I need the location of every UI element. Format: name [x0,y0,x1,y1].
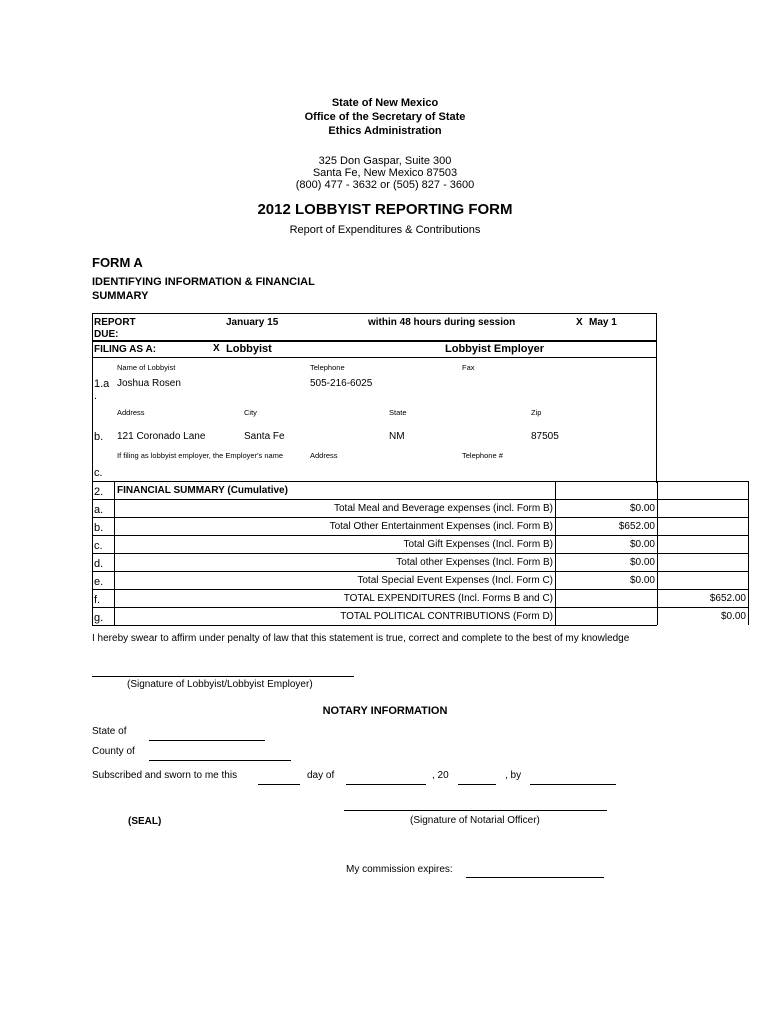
agency-address-1: 325 Don Gaspar, Suite 300 [318,155,452,167]
summary-value[interactable]: $0.00 [555,535,657,553]
lobbyist-fax-label: Fax [462,363,475,372]
filing-as-label: FILING AS A: [94,344,157,355]
day-of-label: day of [307,770,335,781]
notary-signature-line[interactable] [344,810,607,811]
summary-total[interactable]: $652.00 [657,589,749,607]
address-label: Address [117,408,145,417]
summary-row-c [92,535,657,553]
lobbyist-state[interactable]: NM [389,431,405,442]
report-due-session[interactable]: within 48 hours during session [368,317,516,328]
agency-phone: (800) 477 - 3632 or (505) 827 - 3600 [295,179,475,191]
summary-label: Total Meal and Beverage expenses (incl. Form B) [114,499,555,517]
summary-label: Total Special Event Expenses (Incl. Form C) [114,571,555,589]
left-border [92,358,93,483]
summary-value[interactable]: $0.00 [555,499,657,517]
lobbyist-telephone-label: Telephone [310,363,345,372]
form-subtitle: Report of Expenditures & Contributions [289,224,481,236]
form-title: 2012 LOBBYIST REPORTING FORM [257,201,513,218]
summary-row-e [92,571,657,589]
seal-label: (SEAL) [128,816,162,827]
summary-letter: g. [92,607,114,625]
filing-lobbyist-checkmark: X [213,343,220,354]
row-1a-dot: . [94,390,98,402]
summary-letter: a. [92,499,114,517]
lobbyist-name[interactable]: Joshua Rosen [117,378,181,389]
summary-total[interactable] [657,535,749,553]
summary-label: TOTAL POLITICAL CONTRIBUTIONS (Form D) [114,607,555,625]
summary-letter: c. [92,535,114,553]
commission-expires-line[interactable] [466,877,604,878]
by-label: , by [505,770,522,781]
year-line[interactable] [458,784,496,785]
employer-address-label: Address [310,451,338,460]
summary-row-b [92,517,657,535]
summary-row-g [92,607,746,625]
right-border [656,358,657,483]
summary-total[interactable] [657,499,749,517]
oath-statement: I hereby swear to affirm under penalty of law that this statement is true, correct and complete to the best of my knowledge [92,633,630,644]
summary-row-f [92,589,746,607]
commission-expires-label: My commission expires: [346,864,453,875]
summary-letter: e. [92,571,114,589]
subscribed-label: Subscribed and sworn to me this [92,770,238,781]
employer-name-label: If filing as lobbyist employer, the Employer's name [117,451,284,460]
financial-summary-heading: FINANCIAL SUMMARY (Cumulative) [114,481,555,499]
summary-letter: d. [92,553,114,571]
lobbyist-telephone[interactable]: 505-216-6025 [310,378,373,389]
summary-value[interactable] [555,589,657,607]
section-heading-1: IDENTIFYING INFORMATION & FINANCIAL [92,276,315,288]
summary-value[interactable] [555,607,657,625]
summary-letter: f. [92,589,114,607]
summary-total[interactable]: $0.00 [657,607,749,625]
state-of-line[interactable] [149,740,265,741]
filing-lobbyist[interactable]: Lobbyist [226,343,272,355]
summary-row-d [92,553,657,571]
report-due-may[interactable]: May 1 [589,317,617,328]
row-b-label: b. [94,431,104,443]
summary-label: Total other Expenses (Incl. Form B) [114,553,555,571]
agency-division: Ethics Administration [328,125,442,137]
report-due-label-2: DUE: [94,329,119,340]
agency-address-2: Santa Fe, New Mexico 87503 [312,167,458,179]
row-1a-label: 1.a [94,378,110,390]
summary-total[interactable] [657,517,749,535]
state-label: State [389,408,407,417]
report-due-label-1: REPORT [94,317,136,328]
agency-office: Office of the Secretary of State [304,111,466,123]
filing-lobbyist-employer[interactable]: Lobbyist Employer [445,343,545,355]
summary-value[interactable]: $0.00 [555,553,657,571]
report-due-january[interactable]: January 15 [226,317,279,328]
county-of-label: County of [92,746,135,757]
report-due-may-checkmark: X [576,317,583,328]
year-prefix: , 20 [432,770,449,781]
notary-signature-label: (Signature of Notarial Officer) [410,815,540,826]
filing-as-box [92,341,657,358]
county-of-line[interactable] [149,760,291,761]
summary-total[interactable] [657,553,749,571]
form-label: FORM A [92,255,143,270]
summary-letter: b. [92,517,114,535]
section-heading-2: SUMMARY [92,290,149,302]
lobbyist-name-label: Name of Lobbyist [117,363,176,372]
day-line[interactable] [258,784,300,785]
state-of-label: State of [92,726,127,737]
summary-value[interactable]: $0.00 [555,571,657,589]
summary-total[interactable] [657,571,749,589]
row-c-label: c. [94,467,103,479]
lobbyist-city[interactable]: Santa Fe [244,431,285,442]
summary-row-a [92,499,657,517]
financial-summary-header-row [92,481,657,499]
agency-state: State of New Mexico [331,97,439,109]
by-line[interactable] [530,784,616,785]
summary-label: TOTAL EXPENDITURES (Incl. Forms B and C) [114,589,555,607]
city-label: City [244,408,257,417]
notary-heading: NOTARY INFORMATION [322,705,448,717]
employer-telephone-label: Telephone # [462,451,503,460]
summary-label: Total Gift Expenses (Incl. Form B) [114,535,555,553]
summary-label: Total Other Entertainment Expenses (incl. Form B) [114,517,555,535]
signature-line[interactable] [92,676,354,677]
summary-value[interactable]: $652.00 [555,517,657,535]
row-2-label: 2. [92,481,114,499]
signature-label: (Signature of Lobbyist/Lobbyist Employer) [127,679,313,690]
lobbyist-zip[interactable]: 87505 [531,431,559,442]
lobbyist-address[interactable]: 121 Coronado Lane [117,431,206,442]
month-line[interactable] [346,784,426,785]
summary-bottom-border [92,625,657,626]
zip-label: Zip [531,408,542,417]
